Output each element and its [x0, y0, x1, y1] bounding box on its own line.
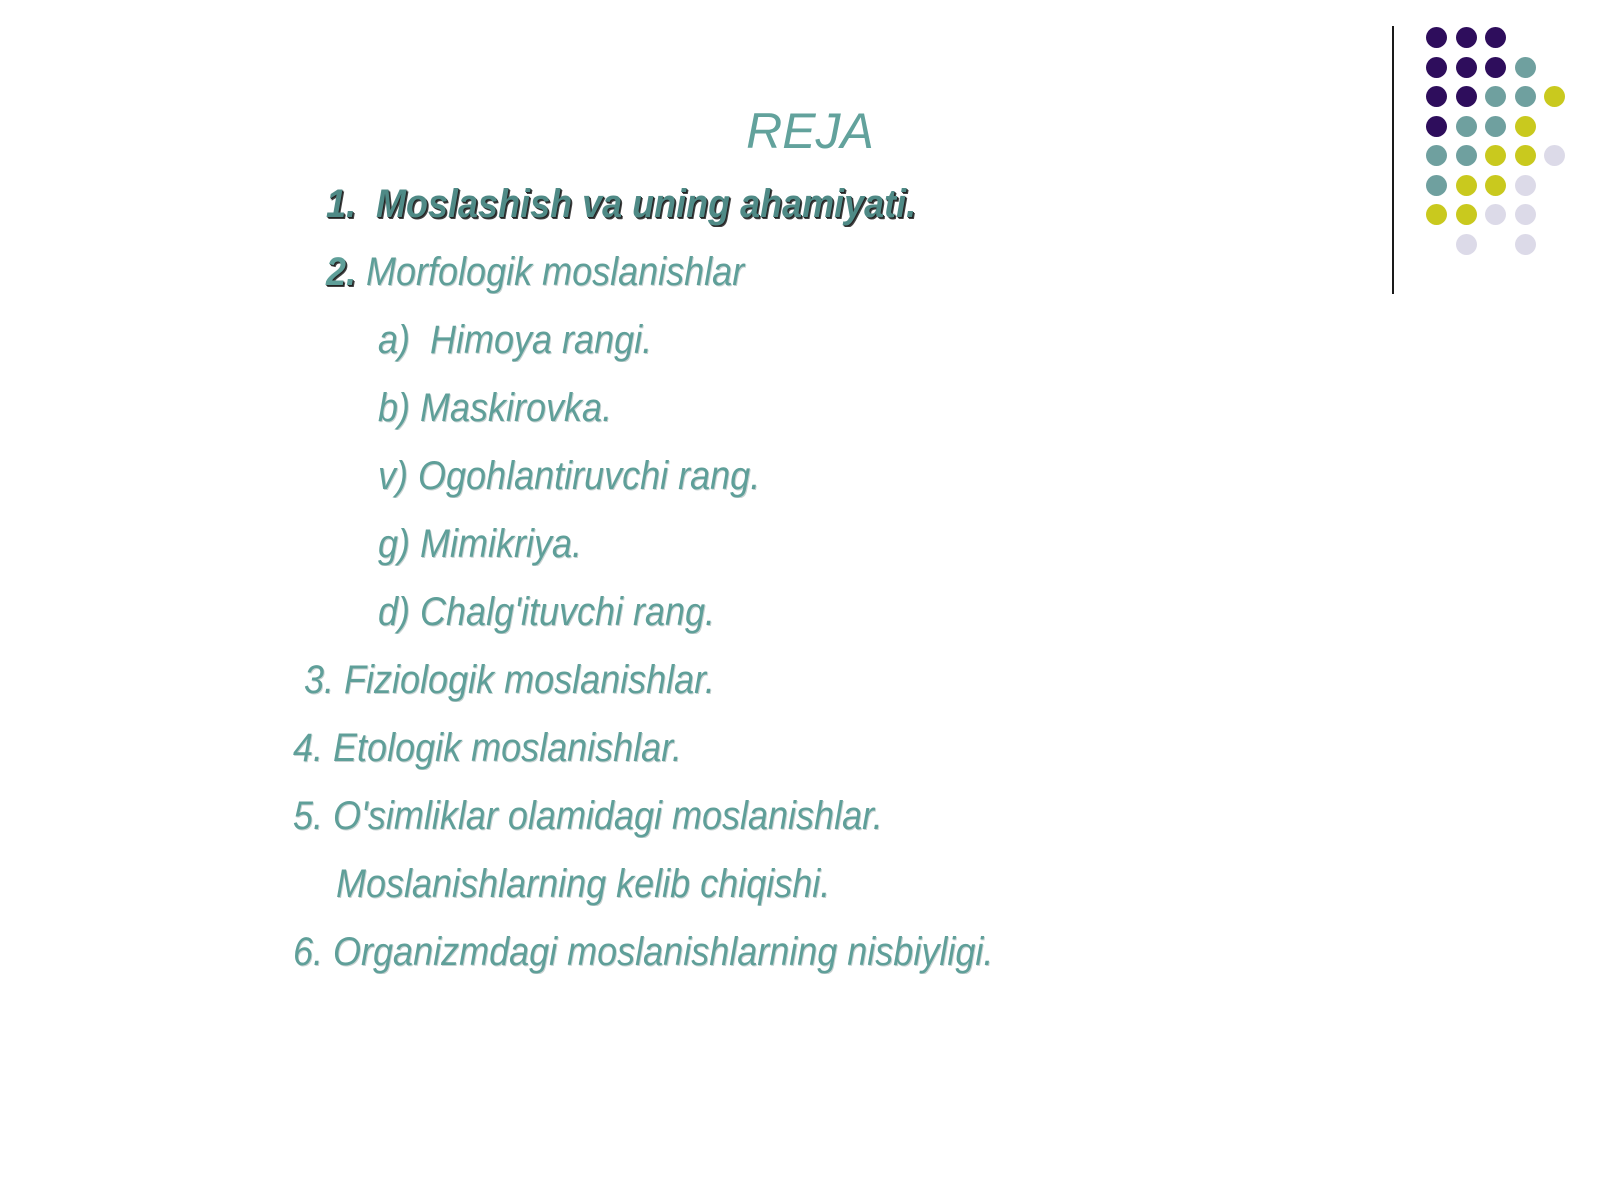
plan-item-1-text: Moslashish va uning ahamiyati.	[376, 182, 917, 226]
plan-subitem-d-letter: d)	[378, 590, 411, 634]
plan-item-5-number: 5.	[293, 794, 324, 838]
decorative-dot	[1515, 204, 1536, 225]
plan-subitem-a-text: Himoya rangi.	[430, 318, 653, 362]
plan-item-4-number: 4.	[293, 726, 324, 770]
decorative-dot	[1485, 57, 1506, 78]
plan-subitem-a	[378, 318, 652, 363]
decorative-dot	[1456, 175, 1477, 196]
plan-item-5-continuation-text: Moslanishlarning kelib chiqishi.	[336, 862, 831, 906]
decorative-dot	[1426, 175, 1447, 196]
plan-subitem-g	[378, 522, 582, 567]
decorative-dot	[1456, 27, 1477, 48]
plan-item-5-text: O'simliklar olamidagi moslanishlar.	[333, 794, 883, 838]
plan-item-4-text: Etologik moslanishlar.	[333, 726, 682, 770]
decorative-dot	[1456, 204, 1477, 225]
plan-subitem-g-letter: g)	[378, 522, 411, 566]
plan-item-3-text: Fiziologik moslanishlar.	[344, 658, 715, 702]
plan-item-6-number: 6.	[293, 930, 324, 974]
decorative-dot	[1456, 57, 1477, 78]
decorative-dot	[1426, 204, 1447, 225]
decorative-dot	[1426, 57, 1447, 78]
decorative-dot	[1515, 175, 1536, 196]
decorative-dot	[1515, 57, 1536, 78]
plan-item-3	[304, 658, 715, 703]
plan-item-2	[326, 250, 744, 295]
plan-item-1	[326, 182, 916, 227]
slide-title: REJA	[746, 103, 874, 159]
plan-item-6	[293, 930, 993, 975]
plan-item-4	[293, 726, 682, 771]
decorative-dot	[1485, 204, 1506, 225]
plan-subitem-b	[378, 386, 612, 431]
decorative-dot	[1426, 27, 1447, 48]
plan-item-2-number: 2.	[326, 250, 357, 294]
decorative-dot	[1485, 27, 1506, 48]
plan-subitem-b-text: Maskirovka.	[420, 386, 613, 430]
plan-subitem-g-text: Mimikriya.	[420, 522, 583, 566]
plan-item-5-continuation	[336, 862, 830, 907]
plan-subitem-a-letter: a)	[378, 318, 411, 362]
decorative-dot	[1485, 175, 1506, 196]
plan-subitem-d	[378, 590, 715, 635]
plan-subitem-d-text: Chalg'ituvchi rang.	[420, 590, 716, 634]
plan-subitem-b-letter: b)	[378, 386, 411, 430]
plan-subitem-v-letter: v)	[378, 454, 408, 498]
plan-item-1-number: 1.	[326, 182, 357, 226]
decorative-dot	[1515, 234, 1536, 255]
plan-subitem-v-text: Ogohlantiruvchi rang.	[418, 454, 761, 498]
plan-item-2-text: Morfologik moslanishlar	[366, 250, 745, 294]
plan-item-6-text: Organizmdagi moslanishlarning nisbiyligi.	[333, 930, 994, 974]
plan-item-3-number: 3.	[304, 658, 335, 702]
decorative-dot	[1456, 234, 1477, 255]
plan-subitem-v	[378, 454, 760, 499]
plan-item-5	[293, 794, 883, 839]
